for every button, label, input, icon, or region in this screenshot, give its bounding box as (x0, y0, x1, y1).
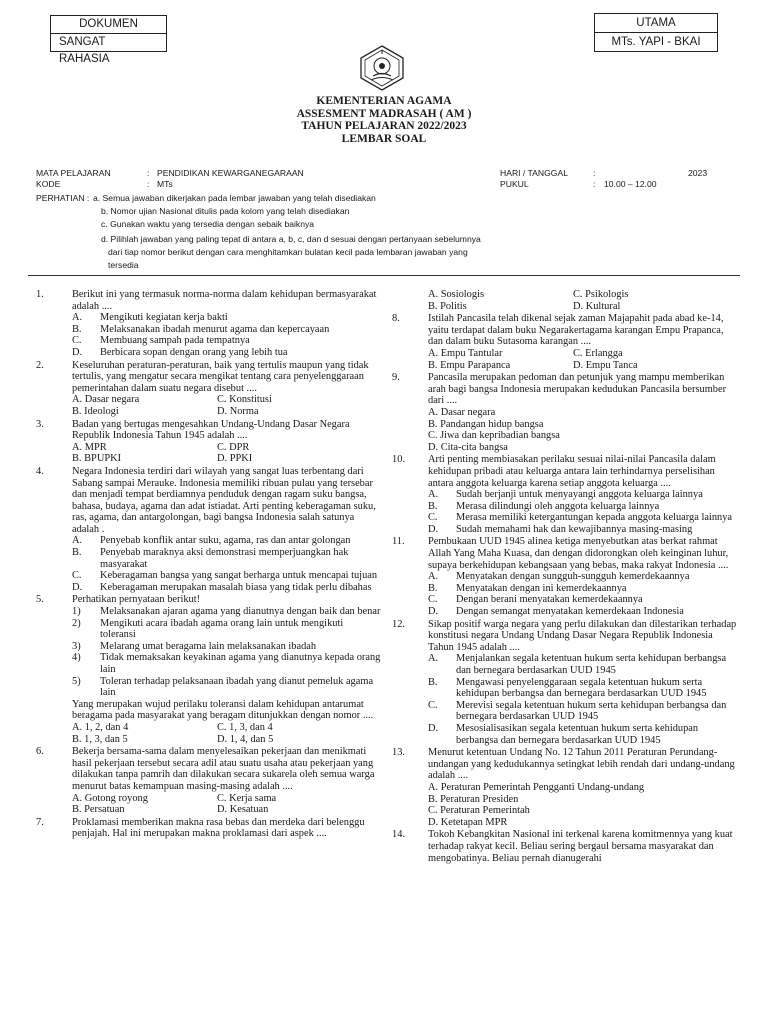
subject-label: MATA PELAJARAN (36, 168, 111, 178)
answer-option (72, 582, 381, 594)
option-text: Dengan berani menyatakan kemerdekaannya (456, 594, 643, 606)
option-text: Penyebab konflik antar suku, agama, ras dan antar golongan (100, 535, 351, 547)
notice-item: d. Pilihlah jawaban yang paling tepat di antara a, b, c, dan d sesuai dengan pertanyaan sebelumnya (101, 234, 481, 244)
question-text: Badan yang bertugas mengesahkan Undang-Undang Dasar Negara Republik Indonesia Tahun 1945 adalah .... (72, 418, 350, 442)
school-name: MTs. YAPI - BKAI (595, 32, 717, 51)
question-text: Sikap positif warga negara yang perlu dilakukan dan dilestarikan terhadap konstitusi negara Undang Undang Dasar Negara Republik Indonesia Tahun 1945 adalah .... (428, 618, 737, 653)
question-item (392, 619, 737, 747)
option-text: Merasa dilindungi oleh anggota keluarga lainnya (456, 500, 660, 512)
option-letter: B. (72, 323, 82, 335)
option-letter: 2) (72, 617, 81, 629)
question-item (36, 466, 381, 594)
answer-option: B. 1, 3, dan 5 (72, 733, 128, 745)
option-text: Tidak memaksakan keyakinan agama yang dianutnya kepada orang lain (100, 652, 381, 675)
question-text: Menurut ketentuan Undang No. 12 Tahun 2011 Peraturan Perundang-undangan yang kedudukannya setingkat lebih rendah dari undang-undang adalah .... (428, 747, 735, 782)
answer-option: A. MPR (72, 441, 107, 453)
subject-value: PENDIDIKAN KEWARGANEGARAAN (157, 168, 304, 178)
code-label: KODE (36, 179, 61, 189)
date-label: HARI / TANGGAL (500, 168, 568, 178)
option-letter: D. (72, 581, 83, 593)
option-letter: B. (428, 582, 438, 594)
question-text: Keseluruhan peraturan-peraturan, baik yang tertulis maupun yang tidak tertulis, yang mengatur secara mengikat tentang cara penyelenggaraan pemerintahan dalam suatu negara disebut .... (72, 359, 369, 394)
question-text: Istilah Pancasila telah dikenal sejak zaman Majapahit pada abad ke-14, yaitu terdapat dalam buku Negarakertagama karangan Empu Prapanca, dan dalam buku Sutasoma karangan .... (428, 313, 724, 348)
answer-option: D. Cita-cita bangsa (428, 441, 508, 453)
question-number: 3. (36, 418, 44, 430)
answer-option: A. Dasar negara (428, 406, 496, 418)
option-letter: C. (428, 699, 438, 711)
answer-option (428, 653, 737, 676)
time-value: 10.00 – 12.00 (604, 179, 657, 189)
question-body (428, 829, 737, 864)
question-number: 14. (392, 829, 405, 841)
answer-option (72, 312, 381, 324)
notice-item: b. Nomor ujian Nasional ditulis pada kolom yang telah disediakan (101, 206, 350, 216)
question-item (392, 829, 737, 864)
question-number: 4. (36, 465, 44, 477)
kementerian-agama-emblem-icon (356, 44, 408, 92)
question-continuation (392, 289, 737, 312)
code-value: MTs (157, 179, 173, 189)
time-colon: : (593, 179, 596, 189)
answer-option: A. Sosiologis (428, 289, 485, 300)
question-body (72, 594, 381, 745)
option-text: Melarang umat beragama lain melaksanakan ibadah (100, 640, 317, 652)
option-text: Mengawasi penyelenggaraan segala ketentuan hukum serta kehidupan berbangsa dan bernegara berdasarkan UUD 1945 (456, 676, 707, 700)
answer-option (428, 606, 737, 618)
option-text: Melaksanakan ajaran agama yang dianutnya dengan baik dan benar (100, 606, 381, 618)
answer-option (72, 652, 381, 675)
question-number: 11. (392, 536, 405, 548)
answer-option: B. Persatuan (72, 804, 125, 816)
notice-item: c. Gunakan waktu yang tersedia dengan sebaik baiknya (101, 219, 315, 229)
answer-option (72, 535, 381, 547)
option-letter: B. (72, 547, 82, 559)
answer-option (428, 583, 737, 595)
question-text: Pancasila merupakan pedoman dan petunjuk yang mampu memberikan arah bagi bangsa Indonesia merupakan kedudukan Pancasila bersumber dari .... (428, 372, 727, 407)
notice-item: dari tiap nomor berikut dengan cara menghitamkan bulatan kecil pada lembaran jawaban yang (108, 247, 468, 257)
answer-option (72, 347, 381, 359)
answer-option: A. Peraturan Pemerintah Pengganti Undang-undang (428, 781, 645, 793)
answer-option: B. Politis (428, 300, 467, 312)
question-number: 6. (36, 746, 44, 758)
answer-option (72, 641, 381, 653)
option-letter: A. (72, 535, 83, 547)
question-body (428, 372, 737, 453)
option-text: Dengan semangat menyatakan kemerdekaan Indonesia (456, 606, 684, 618)
option-letter: D. (428, 606, 439, 618)
answer-option: C. Jiwa dan kepribadian bangsa (428, 430, 560, 442)
option-letter: 5) (72, 675, 81, 687)
date-year: 2023 (688, 168, 708, 178)
answer-option: B. Ideologi (72, 405, 119, 417)
answer-option: B. Peraturan Presiden (428, 793, 519, 805)
answer-option (72, 606, 381, 618)
exam-title (0, 95, 768, 145)
notice-item: tersedia (108, 260, 139, 270)
answer-option (428, 594, 737, 606)
question-item (36, 594, 381, 745)
option-letter: A. (428, 571, 439, 583)
date-colon: : (593, 168, 596, 178)
question-body (428, 313, 737, 371)
question-text: Bekerja bersama-sama dalam menyelesaikan pekerjaan dan menikmati hasil pekerjaan tersebut secara adil atau suatu usaha atau pekerjaan yang dilakukan tanpa pamrih dan dilakukan secara sukarela oleh semua warga menurut batas kemampuan masing-masing adalah .... (72, 746, 375, 792)
option-letter: C. (428, 594, 438, 606)
option-letter: A. (72, 312, 83, 324)
notice-label: PERHATIAN : (36, 193, 90, 203)
school-box (594, 13, 718, 52)
subject-colon: : (147, 168, 150, 178)
document-classification-box (50, 15, 167, 65)
answer-options-grid (428, 348, 737, 371)
question-text: Pembukaan UUD 1945 alinea ketiga menyebutkan atas berkat rahmat Allah Yang Maha Kuasa, dan dengan didorongkan oleh keinginan luhur, supaya berkehidupan kebangsaan yang bebas, maka rakyat Indonesia .... (428, 536, 729, 571)
answer-option: C. DPR (217, 441, 250, 453)
question-body (72, 466, 381, 594)
code-colon: : (147, 179, 150, 189)
answer-option (428, 700, 737, 723)
option-text: Merevisi segala ketentuan hukum serta kehidupan berbangsa dan bernegara berdasarkan UUD 1945 (456, 699, 727, 723)
answer-options-grid (72, 442, 381, 465)
option-letter: C. (72, 570, 82, 582)
option-letter: C. (428, 512, 438, 524)
answer-options-grid (72, 394, 381, 417)
notice-item: a. Semua jawaban dikerjakan pada lembar jawaban yang telah disediakan (93, 193, 376, 203)
option-letter: 3) (72, 640, 81, 652)
option-letter: D. (72, 346, 83, 358)
question-body (72, 746, 381, 816)
option-letter: B. (428, 676, 438, 688)
answer-option: D. Empu Tanca (573, 359, 638, 371)
answer-option: C. Psikologis (573, 289, 629, 300)
question-item (392, 313, 737, 371)
option-letter: A. (428, 489, 439, 501)
answer-option: D. Kesatuan (217, 804, 269, 816)
time-label: PUKUL (500, 179, 529, 189)
answer-option: C. Erlangga (573, 347, 623, 359)
question-number: 10. (392, 454, 405, 466)
answer-option (428, 524, 737, 536)
option-letter: 4) (72, 652, 81, 664)
question-number: 9. (392, 372, 400, 384)
question-body (428, 619, 737, 747)
question-number: 2. (36, 359, 44, 371)
question-body (428, 536, 737, 617)
question-item (36, 360, 381, 418)
option-letter: C. (72, 335, 82, 347)
question-body (428, 289, 737, 312)
question-text: Tokoh Kebangkitan Nasional ini terkenal karena komitmennya yang kuat terhadap rakyat kecil. Beliau sering bergaul bersama masyarakat dan mengobatinya. Beliau pernah dianugerahi (428, 829, 733, 864)
answer-option (72, 547, 381, 570)
question-number: 7. (36, 816, 44, 828)
answer-option: B. Empu Parapanca (428, 359, 511, 371)
question-item (36, 746, 381, 816)
option-letter: D. (428, 722, 439, 734)
answer-option: B. Pandangan hidup bangsa (428, 418, 544, 430)
option-text: Merasa memiliki ketergantungan kepada anggota keluarga lainnya (456, 512, 733, 524)
answer-option (72, 618, 381, 641)
option-text: Menyatakan dengan sungguh-sungguh kemerdekaannya (456, 571, 690, 583)
option-text: Melaksanakan ibadah menurut agama dan kepercayaan (100, 323, 330, 335)
option-text: Sudah berjanji untuk menyayangi anggota keluarga lainnya (456, 489, 703, 501)
academic-year: TAHUN PELAJARAN 2022/2023 (301, 120, 467, 132)
question-body (72, 360, 381, 418)
question-body (72, 289, 381, 359)
answer-option: C. Konstitusi (217, 394, 272, 406)
question-number: 12. (392, 618, 405, 630)
option-text: Keberagaman merupakan masalah biasa yang tidak perlu dibahas (100, 581, 372, 593)
answer-option: A. Gotong royong (72, 792, 148, 804)
option-letter: A. (428, 653, 439, 665)
answer-option (72, 324, 381, 336)
question-number: 1. (36, 289, 44, 300)
answer-options-grid (428, 289, 737, 312)
option-text: Penyebab maraknya aksi demonstrasi memperjuangkan hak masyarakat (100, 547, 349, 570)
option-text: Mengikuti kegiatan kerja bakti (100, 312, 228, 324)
answer-options-grid (72, 722, 381, 745)
answer-option (428, 489, 737, 501)
option-letter: D. (428, 523, 439, 535)
answer-option: A. Dasar negara (72, 394, 140, 406)
answer-option (72, 335, 381, 347)
question-number: 8. (392, 313, 400, 325)
question-item (392, 372, 737, 453)
option-text: Toleran terhadap pelaksanaan ibadah yang dianut pemeluk agama lain (100, 675, 374, 699)
question-text: Perhatikan pernyataan berikut! (72, 594, 201, 606)
question-item (392, 454, 737, 535)
answer-option: C. Kerja sama (217, 792, 277, 804)
sheet-title: LEMBAR SOAL (341, 132, 427, 145)
option-text: Membuang sampah pada tempatnya (100, 335, 250, 347)
question-item (36, 817, 381, 840)
question-number: 5. (36, 594, 44, 606)
question-column-right (392, 289, 737, 865)
answer-option: A. Empu Tantular (428, 347, 503, 359)
option-text: Mesosialisasikan segala ketentuan hukum serta kehidupan berbangsa dan bernegara berdasarkan UUD 1945 (456, 722, 699, 746)
option-text: Berbicara sopan dengan orang yang lebih tua (100, 346, 288, 358)
question-number: 13. (392, 747, 405, 759)
question-text: Proklamasi memberikan makna rasa bebas dan merdeka dari belenggu penjajah. Hal ini merupakan makna proklamasi dari aspek .... (72, 816, 365, 840)
question-body (72, 817, 381, 840)
question-item (36, 289, 381, 359)
answer-option (428, 512, 737, 524)
answer-option: D. Ketetapan MPR (428, 816, 508, 828)
question-column-left (36, 289, 381, 841)
option-text: Menyatakan dengan ini kemerdekaannya (456, 582, 627, 594)
question-body (428, 454, 737, 535)
ministry-title: KEMENTERIAN AGAMA (316, 95, 452, 107)
answer-option (72, 676, 381, 699)
answer-option: D. 1, 4, dan 5 (217, 733, 274, 745)
question-prompt: Yang merupakan wujud perilaku toleransi dalam kehidupan antarumat beragama pada masyarakat yang beragam ditunjukkan dengan nomor .... (72, 698, 374, 722)
secrecy-label: SANGAT RAHASIA (51, 33, 166, 51)
question-body (72, 419, 381, 465)
question-number (392, 289, 428, 312)
answer-option (428, 501, 737, 513)
header-divider (28, 275, 740, 276)
question-text: Berikut ini yang termasuk norma-norma dalam kehidupan bermasyarakat adalah .... (72, 289, 377, 312)
answer-option: B. BPUPKI (72, 453, 122, 465)
question-text: Arti penting membiasakan perilaku sesuai nilai-nilai Pancasila dalam kehidupan pribadi atau keluarga antara lain terhindarnya perselisihan antara anggota keluarga karena setiap anggota keluarga .... (428, 454, 716, 489)
question-body (428, 747, 737, 828)
option-text: Sudah memahami hak dan kewajibannya masing-masing (456, 523, 693, 535)
answer-option (428, 677, 737, 700)
assessment-title: ASSESMENT MADRASAH ( AM ) (296, 107, 472, 120)
question-item (392, 747, 737, 828)
answer-option: D. PPKI (217, 453, 253, 465)
answer-option (428, 723, 737, 746)
option-letter: B. (428, 500, 438, 512)
answer-option: D. Kultural (573, 300, 621, 312)
answer-option: A. 1, 2, dan 4 (72, 721, 129, 733)
question-item (36, 419, 381, 465)
question-item (392, 536, 737, 617)
option-letter: 1) (72, 606, 81, 618)
answer-options-grid (72, 793, 381, 816)
answer-option (72, 570, 381, 582)
question-text: Negara Indonesia terdiri dari wilayah yang sangat luas terbentang dari Sabang sampai Merauke. Indonesia memiliki ribuan pulau yang tersebar dan menjadi tempat berdiamnya penduduk dengan ragam suku bangsa, bahasa, budaya, agama dan adat istiadat. Arti penting keberagaman suku, ras, agama, dan antargolongan, bagi bangsa Indonesia salah satunya adalah . (72, 465, 376, 535)
answer-option: D. Norma (217, 405, 259, 417)
answer-option: C. Peraturan Pemerintah (428, 805, 530, 817)
option-text: Keberagaman bangsa yang sangat berharga untuk mencapai tujuan (100, 570, 378, 582)
option-text: Menjalankan segala ketentuan hukum serta kehidupan berbangsa dan bernegara berdasarkan UUD 1945 (456, 653, 727, 676)
answer-option (428, 571, 737, 583)
package-label: UTAMA (636, 17, 676, 29)
option-text: Mengikuti acara ibadah agama orang lain untuk mengikuti toleransi (100, 617, 344, 641)
answer-option: C. 1, 3, dan 4 (217, 721, 273, 733)
document-label: DOKUMEN (79, 18, 138, 30)
